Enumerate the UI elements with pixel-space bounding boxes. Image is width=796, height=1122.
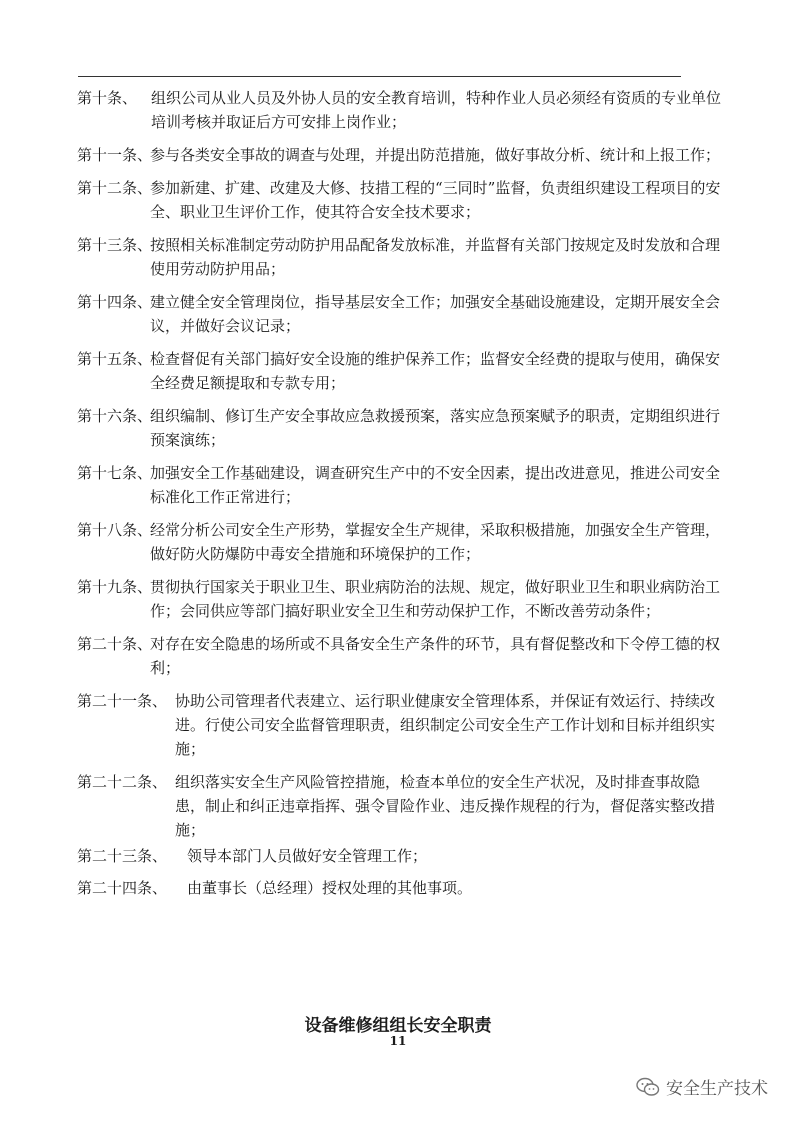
article-number: 第十一条、 (77, 146, 153, 164)
article-item (77, 143, 722, 167)
article-number: 第二十一条、 (77, 692, 168, 710)
article-text: 贯彻执行国家关于职业卫生、职业病防治的法规、规定，做好职业卫生和职业病防治工作；会同供应等部门搞好职业安全卫生和劳动保护工作，不断改善劳动条件； (150, 578, 721, 620)
wechat-account-name: 安全生产技术 (666, 1079, 768, 1099)
article-number: 第十六条、 (77, 407, 153, 425)
article-text: 对存在安全隐患的场所或不具备安全生产条件的环节，具有督促整改和下令停工德的权利； (150, 635, 721, 677)
article-item (77, 461, 722, 509)
article-item (77, 689, 722, 761)
article-number: 第十四条、 (77, 293, 153, 311)
article-item (77, 347, 722, 395)
article-text: 参与各类安全事故的调查与处理，并提出防范措施，做好事故分析、统计和上报工作； (150, 146, 721, 164)
article-number: 第二十条、 (77, 635, 153, 653)
article-text: 组织公司从业人员及外协人员的安全教育培训，特种作业人员必须经有资质的专业单位培训考核并取证后方可安排上岗作业； (151, 89, 722, 131)
article-text: 经常分析公司安全生产形势，掌握安全生产规律，采取积极措施，加强安全生产管理，做好防火防爆防中毒安全措施和环境保护的工作； (150, 521, 721, 563)
article-item (77, 518, 722, 566)
article-number: 第十八条、 (77, 521, 153, 539)
article-text: 建立健全安全管理岗位，指导基层安全工作；加强安全基础设施建设，定期开展安全会议，并做好会议记录； (150, 293, 721, 335)
article-item (77, 86, 722, 134)
article-number: 第十条、 (77, 89, 138, 107)
article-number: 第十七条、 (77, 464, 153, 482)
article-number: 第十三条、 (77, 236, 153, 254)
article-item (77, 770, 722, 842)
page-number: 11 (389, 1034, 407, 1048)
article-text: 由董事长（总经理）授权处理的其他事项。 (187, 879, 473, 897)
article-item (77, 575, 722, 623)
article-number: 第十五条、 (77, 350, 153, 368)
article-number: 第二十三条、 (77, 847, 168, 865)
article-item (77, 404, 722, 452)
article-text: 按照相关标准制定劳动防护用品配备发放标准，并监督有关部门按规定及时发放和合理使用劳动防护用品； (150, 236, 721, 278)
article-item (77, 176, 722, 224)
article-item (77, 233, 722, 281)
article-text: 组织编制、修订生产安全事故应急救援预案，落实应急预案赋予的职责，定期组织进行预案演练； (150, 407, 721, 449)
article-item (77, 290, 722, 338)
wechat-account-badge (636, 1074, 768, 1099)
article-text: 加强安全工作基础建设，调查研究生产中的不安全因素，提出改进意见，推进公司安全标准化工作正常进行； (150, 464, 721, 506)
wechat-icon (636, 1077, 660, 1097)
section-title: 设备维修组组长安全职责 (304, 1016, 492, 1036)
article-item (77, 876, 722, 900)
header-rule (78, 76, 681, 77)
article-text: 组织落实安全生产风险管控措施，检查本单位的安全生产状况，及时排查事故隐患，制止和纠正违章指挥、强令冒险作业、违反操作规程的行为，督促落实整改措施； (175, 773, 716, 839)
article-number: 第二十二条、 (77, 773, 168, 791)
article-text: 参加新建、扩建、改建及大修、技措工程的“三同时”监督，负责组织建设工程项目的安全、职业卫生评价工作，使其符合安全技术要求； (150, 179, 721, 221)
article-number: 第二十四条、 (77, 879, 168, 897)
article-number: 第十九条、 (77, 578, 153, 596)
article-text: 协助公司管理者代表建立、运行职业健康安全管理体系，并保证有效运行、持续改进。行使公司安全监督管理职责，组织制定公司安全生产工作计划和目标并组织实施； (175, 692, 716, 758)
article-text: 检查督促有关部门搞好安全设施的维护保养工作；监督安全经费的提取与使用，确保安全经费足额提取和专款专用； (150, 350, 721, 392)
article-number: 第十二条、 (77, 179, 153, 197)
article-text: 领导本部门人员做好安全管理工作； (187, 847, 428, 865)
article-item (77, 632, 722, 680)
article-item (77, 844, 722, 868)
article-list (77, 86, 722, 900)
